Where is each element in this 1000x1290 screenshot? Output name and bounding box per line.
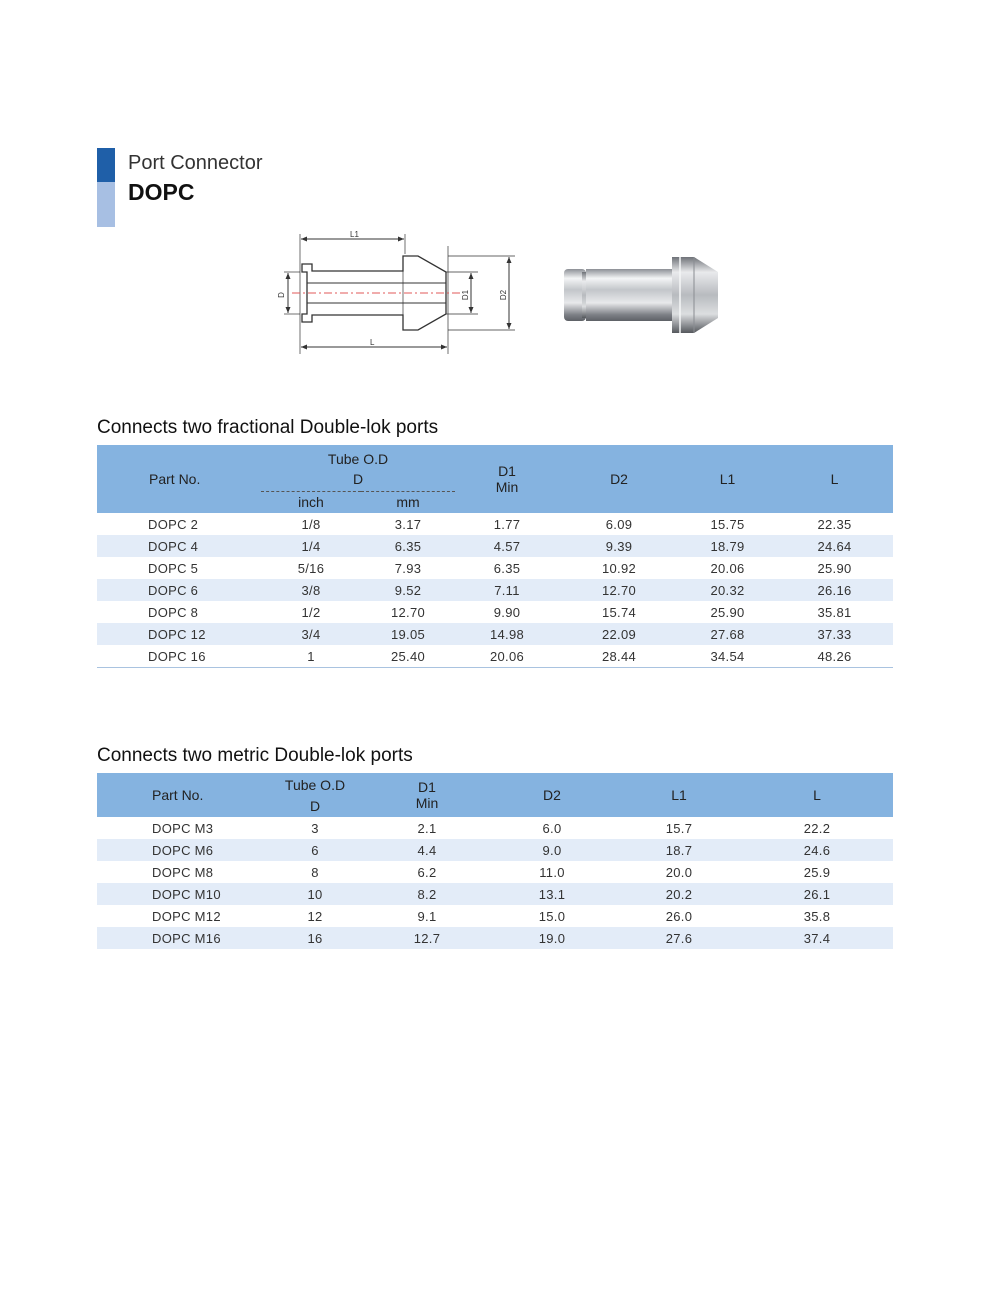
- table-row: [97, 513, 893, 535]
- product-code-title: DOPC: [128, 179, 195, 205]
- table-cell: 14.98: [455, 623, 559, 645]
- table-cell: 37.33: [776, 623, 893, 645]
- table-cell: 34.54: [679, 645, 776, 668]
- table-cell: 1/4: [261, 535, 361, 557]
- table-row: [97, 579, 893, 601]
- header-mm: mm: [361, 491, 455, 513]
- header-d: D: [261, 467, 455, 491]
- table-cell: 12.70: [390, 604, 426, 620]
- table-cell: 15.0: [538, 908, 566, 924]
- table-cell: 26.1: [741, 883, 893, 905]
- table-cell: 35.81: [817, 604, 852, 620]
- table-cell: 7.93: [394, 560, 422, 576]
- header-d1: [367, 773, 487, 817]
- table-row: [97, 535, 893, 557]
- table-cell: 9.90: [493, 604, 521, 620]
- table-cell: 27.6: [617, 927, 741, 949]
- part-number-cell: DOPC M10: [97, 883, 263, 905]
- table-cell: 4.4: [367, 839, 487, 861]
- header-tube-od-label: Tube O.D: [284, 776, 346, 793]
- table-row: [97, 927, 893, 949]
- part-number-cell: DOPC 8: [148, 604, 199, 620]
- header-l1: L1: [617, 773, 741, 817]
- part-number-cell: DOPC 16: [97, 645, 261, 668]
- table-cell: 12.70: [559, 579, 679, 601]
- header-d2: D2: [487, 773, 617, 817]
- table-cell: 25.9: [803, 864, 831, 880]
- table-cell: 15.7: [665, 820, 693, 836]
- table-cell: 37.4: [741, 927, 893, 949]
- dimension-drawing: [270, 226, 530, 356]
- table-cell: 7.11: [455, 579, 559, 601]
- table-cell: 48.26: [776, 645, 893, 668]
- table-cell: 3: [311, 820, 319, 836]
- dim-label-l1: L1: [350, 230, 359, 239]
- part-number-cell: DOPC M16: [97, 927, 263, 949]
- table-cell: 20.0: [665, 864, 693, 880]
- table-cell: 15.75: [710, 516, 745, 532]
- header-tube-od: [263, 773, 367, 817]
- header-d1-label: D1: [498, 463, 516, 479]
- header-inch: inch: [261, 491, 361, 513]
- table-cell: 13.1: [487, 883, 617, 905]
- header-l: L: [741, 773, 893, 817]
- table-cell: 35.8: [803, 908, 831, 924]
- table-cell: 6: [263, 839, 367, 861]
- table-row: [97, 905, 893, 927]
- table-cell: 9.52: [361, 579, 455, 601]
- table-row: [97, 557, 893, 579]
- table-row: [97, 883, 893, 905]
- table-cell: 8: [311, 864, 319, 880]
- part-number-cell: DOPC M8: [152, 864, 214, 880]
- dim-label-l: L: [370, 338, 375, 347]
- table-cell: 24.64: [776, 535, 893, 557]
- table-cell: 26.16: [776, 579, 893, 601]
- table-cell: 19.05: [361, 623, 455, 645]
- table-cell: 11.0: [539, 864, 565, 880]
- table-cell: 10: [263, 883, 367, 905]
- header-accent-bar-light: [97, 182, 115, 227]
- header-d: D: [309, 797, 321, 814]
- table-cell: 22.35: [817, 516, 852, 532]
- table-cell: 25.90: [817, 560, 852, 576]
- table-row: [97, 839, 893, 861]
- table-cell: 8.2: [367, 883, 487, 905]
- table-cell: 3/4: [261, 623, 361, 645]
- header-l1: L1: [679, 445, 776, 513]
- table-cell: 1/8: [301, 516, 321, 532]
- table-cell: 6.09: [605, 516, 633, 532]
- header-part-no: Part No.: [97, 445, 261, 513]
- table-cell: 9.0: [487, 839, 617, 861]
- part-number-cell: DOPC 4: [97, 535, 261, 557]
- metric-table-body: [97, 817, 893, 949]
- table-cell: 1/2: [301, 604, 321, 620]
- header-d1-label: D1: [418, 779, 436, 795]
- part-number-cell: DOPC 5: [148, 560, 199, 576]
- header-d1-min: Min: [495, 479, 519, 495]
- part-number-cell: DOPC 6: [97, 579, 261, 601]
- table-cell: 16: [263, 927, 367, 949]
- table-cell: 26.0: [665, 908, 693, 924]
- fractional-section-title: Connects two fractional Double-lok ports: [97, 417, 439, 438]
- table-cell: 20.2: [617, 883, 741, 905]
- metric-table: [97, 773, 893, 949]
- table-cell: 12.7: [367, 927, 487, 949]
- table-row: [97, 817, 893, 839]
- table-cell: 18.7: [617, 839, 741, 861]
- header-d2: D2: [559, 445, 679, 513]
- table-row: [97, 645, 893, 668]
- header-part-no: Part No.: [97, 773, 263, 817]
- part-number-cell: DOPC M12: [152, 908, 221, 924]
- table-cell: 6.0: [542, 820, 562, 836]
- table-row: [97, 601, 893, 623]
- table-cell: 28.44: [559, 645, 679, 668]
- table-cell: 9.1: [417, 908, 437, 924]
- table-cell: 6.35: [361, 535, 455, 557]
- part-number-cell: DOPC 2: [148, 516, 199, 532]
- table-row: [97, 861, 893, 883]
- table-cell: 1.77: [493, 516, 521, 532]
- table-cell: 18.79: [679, 535, 776, 557]
- table-cell: 19.0: [487, 927, 617, 949]
- header-d1: [455, 445, 559, 513]
- table-cell: 20.06: [455, 645, 559, 668]
- product-photo: [558, 248, 728, 344]
- table-cell: 22.2: [803, 820, 831, 836]
- header-d1-min: Min: [415, 795, 439, 811]
- dim-label-d1: D1: [461, 289, 470, 301]
- table-cell: 3/8: [261, 579, 361, 601]
- table-cell: 6.35: [493, 560, 521, 576]
- table-cell: 9.39: [559, 535, 679, 557]
- table-cell: 20.32: [679, 579, 776, 601]
- header-l: L: [776, 445, 893, 513]
- table-cell: 5/16: [297, 560, 325, 576]
- part-number-cell: DOPC M6: [97, 839, 263, 861]
- dim-label-d: D: [277, 292, 286, 298]
- product-category: Port Connector: [128, 152, 263, 174]
- part-number-cell: DOPC M3: [152, 820, 214, 836]
- header-accent-bar-dark: [97, 148, 115, 182]
- table-cell: 24.6: [741, 839, 893, 861]
- metric-section-title: Connects two metric Double-lok ports: [97, 745, 413, 766]
- table-cell: 20.06: [710, 560, 745, 576]
- table-cell: 1: [261, 645, 361, 668]
- table-cell: 15.74: [601, 604, 637, 620]
- fractional-table: [97, 445, 893, 668]
- table-cell: 4.57: [455, 535, 559, 557]
- table-cell: 22.09: [559, 623, 679, 645]
- table-cell: 3.17: [394, 516, 422, 532]
- dim-label-d2: D2: [499, 289, 508, 301]
- table-cell: 10.92: [601, 560, 637, 576]
- table-cell: 25.40: [361, 645, 455, 668]
- table-cell: 6.2: [417, 864, 437, 880]
- fractional-table-body: [97, 513, 893, 668]
- table-cell: 12: [307, 908, 323, 924]
- table-row: [97, 623, 893, 645]
- part-number-cell: DOPC 12: [97, 623, 261, 645]
- table-cell: 25.90: [710, 604, 745, 620]
- header-tube-od: Tube O.D: [261, 445, 455, 467]
- table-cell: 2.1: [417, 820, 437, 836]
- table-cell: 27.68: [679, 623, 776, 645]
